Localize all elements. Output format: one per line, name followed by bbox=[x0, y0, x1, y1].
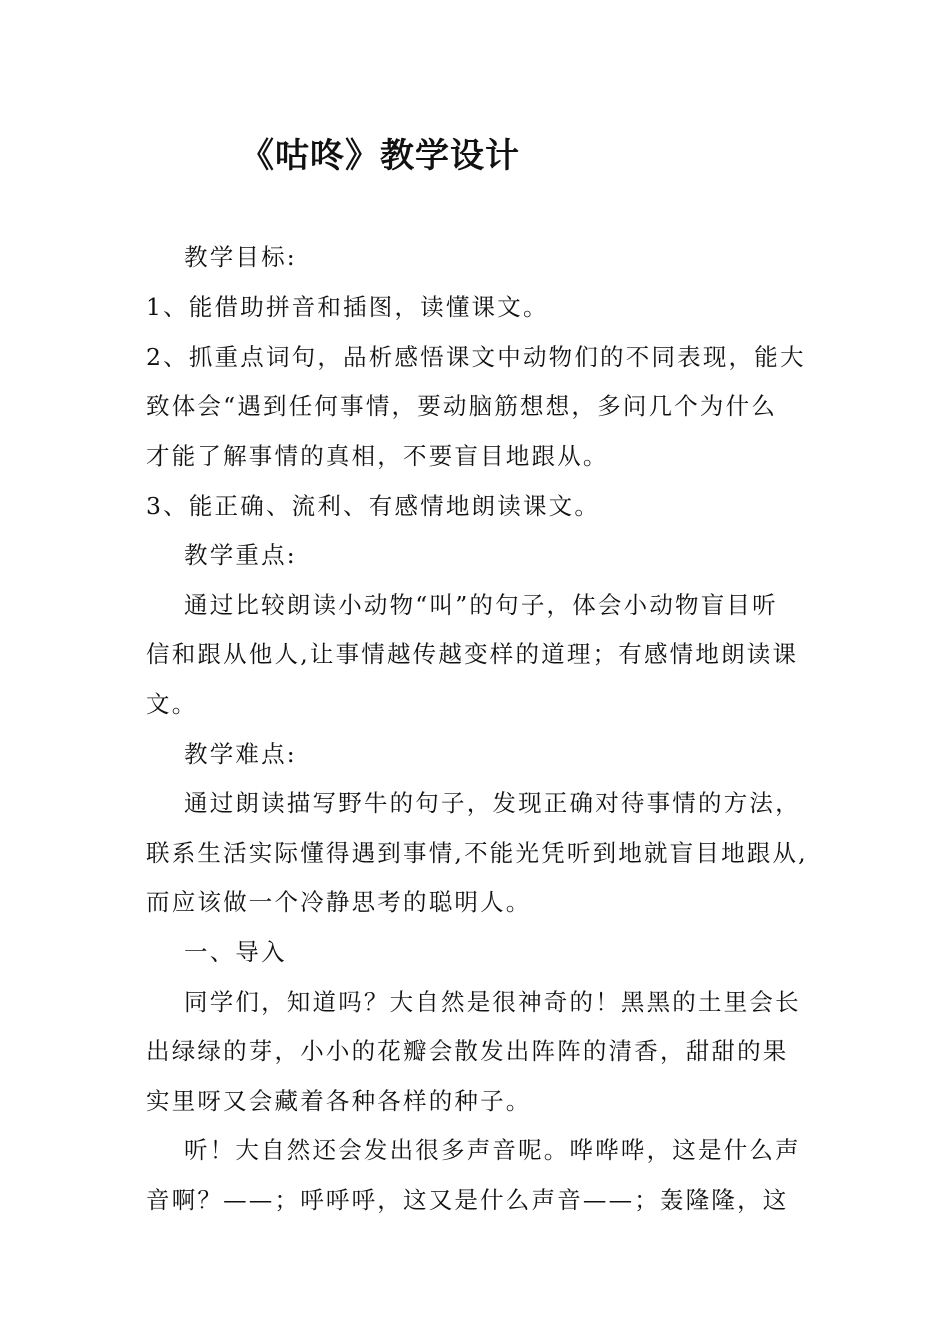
paragraph-line: 联系生活实际懂得遇到事情,不能光凭听到地就盲目地跟从, bbox=[146, 839, 808, 867]
paragraph-line: 出绿绿的芽，小小的花瓣会散发出阵阵的清香，甜甜的果 bbox=[146, 1037, 789, 1065]
paragraph-line: 1、能借助拼音和插图，读懂课文。 bbox=[146, 293, 549, 321]
paragraph-line: 才能了解事情的真相，不要盲目地跟从。 bbox=[146, 442, 609, 470]
paragraph-line: 通过朗读描写野牛的句子，发现正确对待事情的方法， bbox=[184, 789, 801, 817]
heading-teaching-focus: 教学重点: bbox=[184, 541, 297, 569]
paragraph-line: 致体会“遇到任何事情，要动脑筋想想，多问几个为什么 bbox=[146, 392, 778, 420]
paragraph-line: 同学们，知道吗？大自然是很神奇的！黑黑的土里会长 bbox=[184, 988, 801, 1016]
paragraph-line: 通过比较朗读小动物“叫”的句子，体会小动物盲目听 bbox=[184, 591, 778, 619]
paragraph-line: 信和跟从他人,让事情越传越变样的道理；有感情地朗读课 bbox=[146, 640, 799, 668]
paragraph-line: 实里呀又会藏着各种各样的种子。 bbox=[146, 1087, 532, 1115]
heading-introduction: 一、导入 bbox=[184, 938, 287, 966]
paragraph-line: 2、抓重点词句，品析感悟课文中动物们的不同表现，能大 bbox=[146, 343, 806, 371]
paragraph-line: 而应该做一个冷静思考的聪明人。 bbox=[146, 888, 532, 916]
paragraph-line: 听！大自然还会发出很多声音呢。哗哗哗，这是什么声 bbox=[184, 1136, 801, 1164]
paragraph-line: 音啊？——；呼呼呼，这又是什么声音——；轰隆隆，这 bbox=[146, 1186, 789, 1214]
heading-teaching-difficulty: 教学难点: bbox=[184, 740, 297, 768]
paragraph-line: 文。 bbox=[146, 690, 198, 718]
heading-teaching-goals: 教学目标: bbox=[184, 243, 297, 271]
paragraph-line: 3、能正确、流利、有感情地朗读课文。 bbox=[146, 492, 601, 520]
document-title: 《咕咚》教学设计 bbox=[240, 136, 520, 176]
